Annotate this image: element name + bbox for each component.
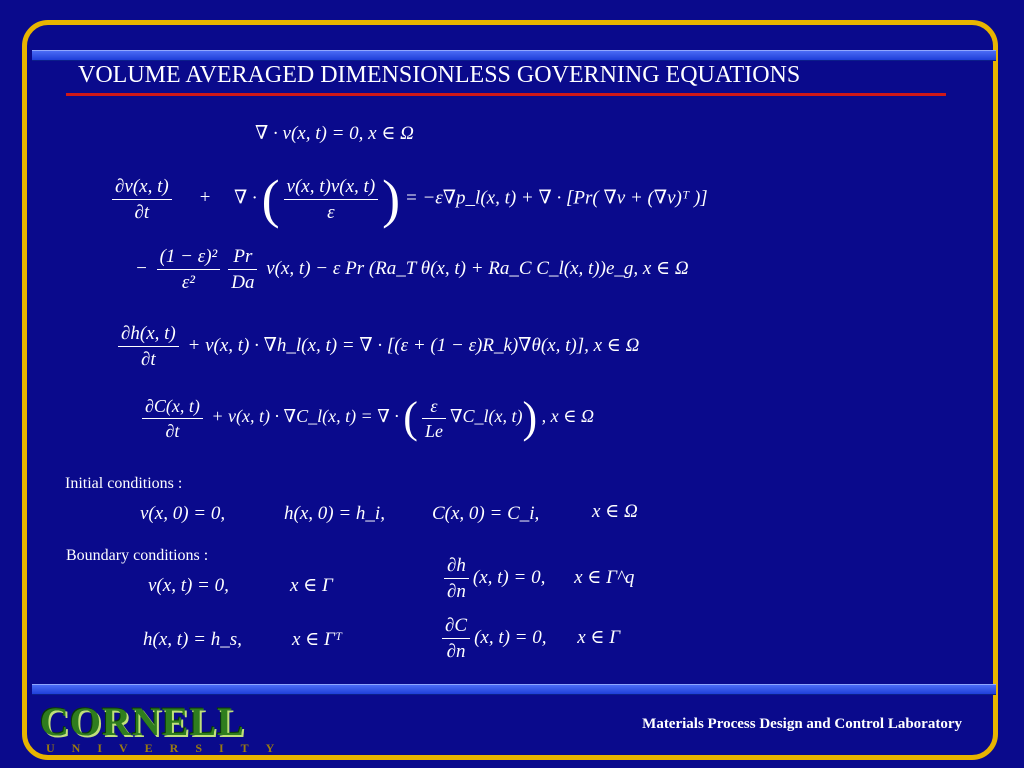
initial-enthalpy: h(x, 0) = h_i, bbox=[284, 503, 385, 524]
initial-conditions-label: Initial conditions : bbox=[65, 475, 183, 492]
normal-derivative-c bbox=[442, 616, 470, 661]
fraction-numerator: ∂C bbox=[442, 616, 470, 639]
fraction-numerator: ∂h bbox=[444, 556, 469, 579]
prandtl-darcy-factor bbox=[228, 247, 257, 292]
flux-domain: x ∈ Γ bbox=[577, 626, 621, 648]
boundary-concentration-flux bbox=[438, 616, 620, 661]
convective-term bbox=[284, 177, 379, 222]
porosity-factor bbox=[157, 247, 221, 292]
normal-derivative-h bbox=[444, 556, 469, 601]
species-domain: , x ∈ Ω bbox=[541, 406, 594, 427]
plus-sign: + bbox=[198, 187, 212, 209]
left-paren: ( bbox=[261, 169, 280, 229]
species-equation bbox=[138, 393, 594, 442]
flux-value: (x, t) = 0, bbox=[472, 566, 546, 588]
fraction-denominator: Le bbox=[424, 420, 443, 441]
energy-equation bbox=[114, 324, 639, 369]
fraction-denominator: ∂t bbox=[165, 420, 180, 441]
logo-subtext: UNIVERSITY bbox=[46, 741, 292, 755]
fraction-denominator: Da bbox=[231, 272, 255, 293]
boundary-velocity-domain: x ∈ Γ bbox=[290, 575, 333, 596]
momentum-equation-line2 bbox=[135, 247, 689, 292]
fraction-numerator: ε bbox=[422, 397, 446, 419]
divergence-operator: ∇ · bbox=[234, 187, 257, 209]
boundary-velocity: v(x, t) = 0, bbox=[148, 575, 229, 596]
fraction-denominator: ∂t bbox=[141, 349, 156, 370]
momentum-time-derivative bbox=[112, 177, 172, 222]
title-rule bbox=[66, 93, 946, 96]
fraction-denominator: ∂n bbox=[446, 641, 466, 662]
minus-sign: − bbox=[135, 257, 148, 279]
fraction-numerator: ∂h(x, t) bbox=[118, 324, 179, 347]
continuity-equation: ∇ · v(x, t) = 0, x ∈ Ω bbox=[255, 123, 414, 144]
boundary-enthalpy-flux bbox=[440, 556, 634, 601]
initial-velocity: v(x, 0) = 0, bbox=[140, 503, 226, 524]
initial-concentration: C(x, 0) = C_i, bbox=[432, 503, 540, 524]
species-time-derivative bbox=[142, 397, 203, 440]
top-bar bbox=[32, 50, 996, 61]
fraction-denominator: ∂n bbox=[447, 581, 466, 602]
boundary-enthalpy: h(x, t) = h_s, bbox=[143, 629, 242, 650]
slide-title: VOLUME AVERAGED DIMENSIONLESS GOVERNING EQUATIONS bbox=[78, 62, 801, 88]
initial-domain: x ∈ Ω bbox=[592, 501, 638, 522]
fraction-numerator: ∂v(x, t) bbox=[112, 177, 172, 200]
cornell-logo bbox=[40, 699, 292, 755]
momentum-body-force: v(x, t) − ε Pr (Ra_T θ(x, t) + Ra_C C_l(x, t))e_g, x ∈ Ω bbox=[266, 257, 689, 279]
fraction-numerator: ∂C(x, t) bbox=[142, 397, 203, 419]
flux-domain: x ∈ Γ^q bbox=[574, 566, 635, 588]
diffusion-factor bbox=[422, 397, 446, 440]
energy-rhs: + v(x, t) · ∇h_l(x, t) = ∇ · [(ε + (1 − ε)R_k)∇θ(x, t)], x ∈ Ω bbox=[187, 334, 640, 356]
fraction-numerator: Pr bbox=[228, 247, 257, 270]
momentum-equation-line1 bbox=[108, 169, 708, 229]
fraction-denominator: ε bbox=[327, 201, 335, 223]
flux-value: (x, t) = 0, bbox=[474, 626, 547, 648]
left-paren: ( bbox=[403, 393, 418, 442]
fraction-numerator: v(x, t)v(x, t) bbox=[284, 177, 379, 200]
energy-time-derivative bbox=[118, 324, 179, 369]
boundary-conditions-label: Boundary conditions : bbox=[66, 547, 209, 564]
right-paren: ) bbox=[522, 393, 538, 442]
right-paren: ) bbox=[382, 169, 401, 229]
momentum-rhs: = −ε∇p_l(x, t) + ∇ · [Pr( ∇v + (∇v)ᵀ )] bbox=[404, 187, 708, 209]
fraction-denominator: ε² bbox=[181, 272, 195, 293]
logo-wordmark: CORNELL bbox=[40, 699, 245, 744]
lab-name: Materials Process Design and Control Laboratory bbox=[642, 716, 962, 732]
bottom-bar bbox=[32, 684, 996, 695]
boundary-enthalpy-domain: x ∈ Γᵀ bbox=[292, 629, 343, 650]
fraction-numerator: (1 − ε)² bbox=[157, 247, 221, 270]
species-convection: + v(x, t) · ∇C_l(x, t) = ∇ · bbox=[211, 406, 399, 427]
fraction-denominator: ∂t bbox=[134, 201, 150, 223]
concentration-gradient: ∇C_l(x, t) bbox=[449, 406, 523, 427]
